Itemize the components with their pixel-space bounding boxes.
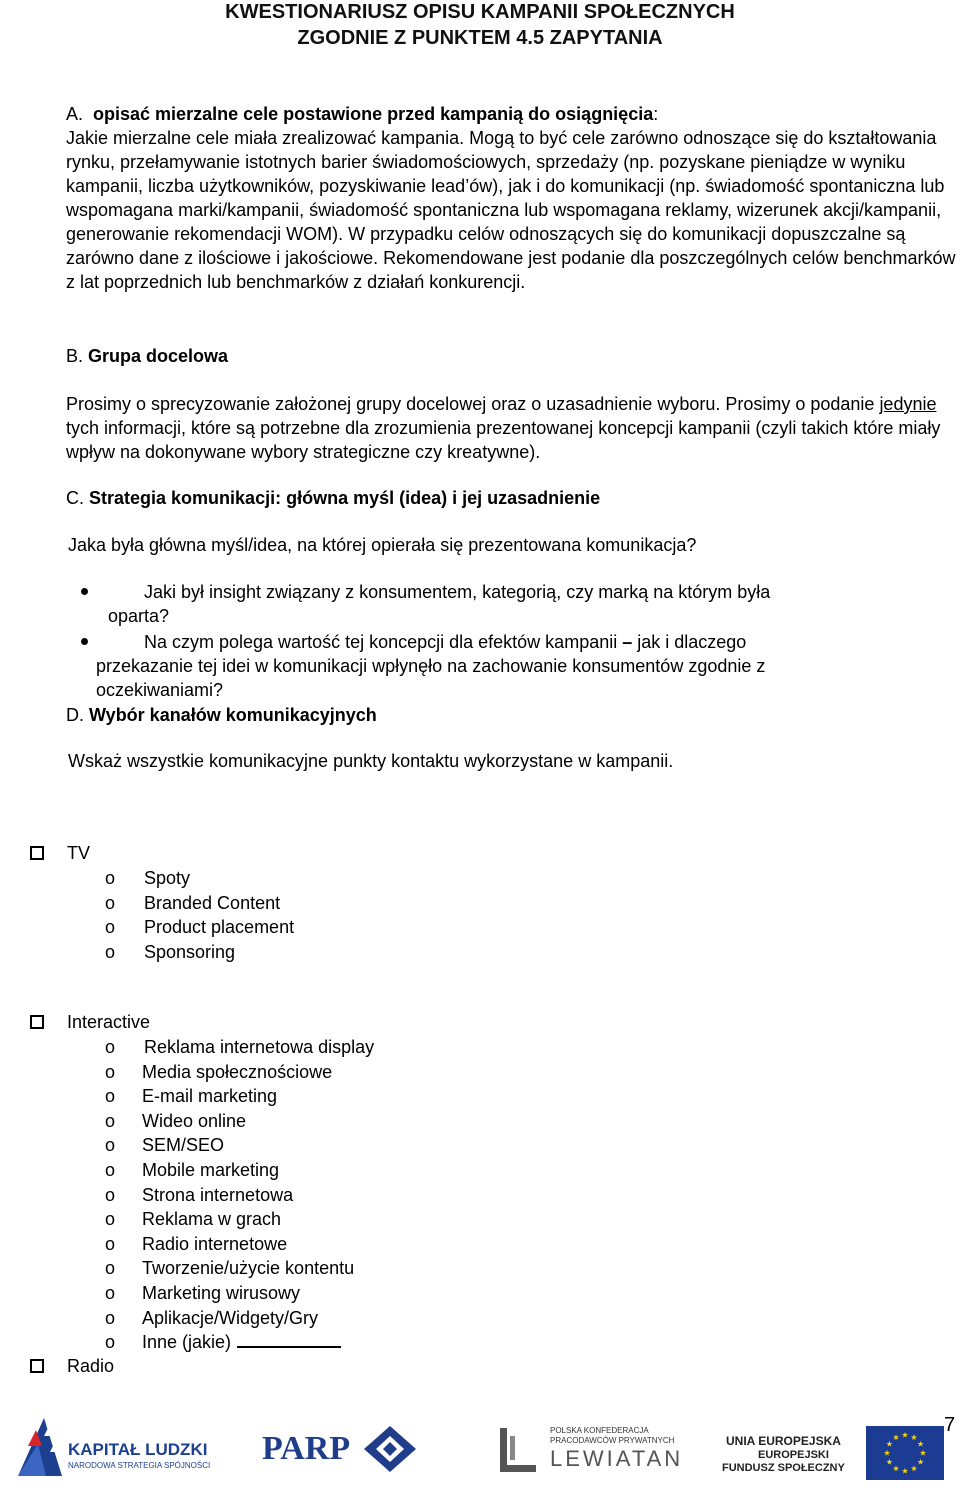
section-c-bullet2-dash: – (622, 632, 633, 652)
section-a (66, 102, 958, 294)
sub-item-marker: o (105, 892, 116, 913)
lewiatan-text: LEWIATAN (550, 1446, 684, 1471)
section-d-title: Wybór kanałów komunikacyjnych (89, 705, 377, 725)
eu-line3: FUNDUSZ SPOŁECZNY (722, 1462, 845, 1474)
parp-diamond-icon (358, 1424, 422, 1474)
section-d-heading (66, 703, 377, 727)
kapital-ludzki-emblem-icon (14, 1416, 66, 1480)
section-b-letter: B. (66, 346, 84, 366)
eu-logo (722, 1426, 956, 1484)
section-c-bullet2-line2: przekazanie tej idei w komunikacji wpłynęło na zachowanie konsumentów zgodnie z (96, 656, 766, 676)
document-title-line2: ZGODNIE Z PUNKTEM 4.5 ZAPYTANIA (297, 27, 663, 49)
interactive-item: Wideo online (142, 1110, 247, 1131)
interactive-item: E-mail marketing (142, 1086, 278, 1107)
section-c-bullet2-line3: oczekiwaniami? (96, 680, 224, 700)
interactive-item: Tworzenie/użycie kontentu (142, 1258, 355, 1279)
tv-checkbox[interactable] (30, 846, 44, 860)
sub-item-marker: o (105, 1258, 116, 1279)
section-d-body: Wskaż wszystkie komunikacyjne punkty kontaktu wykorzystane w kampanii. (68, 751, 674, 771)
tv-label: TV (67, 843, 91, 863)
section-b-body-part2: tych informacji, które są potrzebne dla zrozumienia prezentowanej koncepcji kampanii (czyli takich które miały wpływ na dokonywane wybory strategiczne czy kreatywne). (66, 418, 941, 462)
radio-checkbox[interactable] (30, 1359, 44, 1373)
section-c-bullet2-line1-b: jak i dlaczego (632, 632, 747, 652)
sub-item-marker: o (105, 1184, 116, 1205)
section-c-heading (66, 486, 958, 510)
lewiatan-logo (498, 1426, 684, 1478)
interactive-checkbox[interactable] (30, 1015, 44, 1029)
tv-item: Spoty (144, 868, 191, 888)
section-a-body: Jakie mierzalne cele miała zrealizować kampania. Mogą to być cele zarówno odnoszące się do kształtowania rynku, przełamywanie istotnych barier świadomościowych, sprzedaży (np. pozyskane pieniądze w wyniku kampanii, liczba użytkowników, pozyskiwanie lead’ów), jak i do komunikacji (np. świadomość spontaniczna lub wspomagana marki/kampanii, świadomość spontaniczna lub wspomagana reklamy, wizerunek akcji/kampanii, generowanie rekomendacji WOM). W przypadku celów odnoszących się do komunikacji dopuszczalne są zarówno dane z ilościowe i jakościowe. Rekomendowane jest podanie dla poszczególnych celów benchmarków z lat poprzednich lub benchmarków z działań konkurencji. (66, 128, 956, 292)
interactive-item: Strona internetowa (142, 1184, 294, 1205)
sub-item-marker: o (105, 1283, 116, 1303)
bullet-dot-icon (81, 638, 88, 645)
section-b-body (66, 392, 958, 464)
sub-item-marker: o (105, 868, 116, 888)
interactive-item: Radio internetowe (142, 1233, 288, 1254)
sub-item-marker: o (105, 1160, 116, 1180)
interactive-item: Reklama w grach (142, 1209, 282, 1230)
interactive-item: SEM/SEO (142, 1135, 225, 1156)
sub-item-marker: o (105, 1209, 116, 1230)
kl-subtitle: NARODOWA STRATEGIA SPÓJNOŚCI (68, 1461, 211, 1470)
section-c-question: Jaka była główna myśl/idea, na której opierała się prezentowana komunikacja? (68, 535, 697, 555)
section-c-letter: C. (66, 488, 84, 508)
eu-line1: UNIA EUROPEJSKA (726, 1434, 841, 1448)
sub-item-marker: o (105, 1086, 116, 1107)
section-a-heading (66, 102, 958, 126)
tv-item: Sponsoring (144, 942, 236, 963)
parp-text: PARP (262, 1430, 351, 1467)
tv-item: Product placement (144, 917, 295, 938)
section-b-body-part1: Prosimy o sprecyzowanie założonej grupy docelowej oraz o uzasadnienie wyboru. Prosimy o podanie (66, 394, 880, 414)
bullet-dot-icon (81, 588, 88, 595)
section-a-colon: : (653, 104, 659, 124)
interactive-item (142, 1330, 341, 1354)
section-c-bullet2-line1 (144, 630, 746, 654)
interactive-item: Mobile marketing (142, 1160, 280, 1180)
lewiatan-small2: PRACODAWCÓW PRYWATNYCH (550, 1436, 675, 1445)
section-c-title: Strategia komunikacji: główna myśl (idea) i jej uzasadnienie (89, 488, 601, 508)
eu-line2: EUROPEJSKI (758, 1449, 829, 1461)
page-number: 7 (944, 1414, 956, 1436)
section-c-bullet1-line1: Jaki był insight związany z konsumentem, kategorią, czy marką na którym była (144, 582, 771, 602)
interactive-item: Aplikacje/Widgety/Gry (142, 1307, 319, 1328)
interactive-item: Media społecznościowe (142, 1061, 333, 1082)
section-a-title: opisać mierzalne cele postawione przed kampanią do osiągnięcia (93, 104, 654, 124)
section-b-title: Grupa docelowa (88, 346, 229, 366)
other-blank-line[interactable] (237, 1330, 341, 1348)
kapital-ludzki-logo (14, 1416, 229, 1480)
radio-label: Radio (67, 1356, 115, 1376)
section-c-bullet1-line2: oparta? (108, 606, 170, 626)
lewiatan-emblem-icon (498, 1426, 538, 1478)
interactive-item: Reklama internetowa display (144, 1037, 375, 1057)
sub-item-marker: o (105, 1307, 116, 1328)
sub-item-marker: o (105, 942, 116, 963)
lewiatan-small1: POLSKA KONFEDERACJA (550, 1426, 649, 1435)
kl-title: KAPITAŁ LUDZKI (68, 1440, 208, 1459)
sub-item-marker: o (105, 1332, 116, 1353)
interactive-item-label: Inne (jakie) (142, 1332, 232, 1353)
sub-item-marker: o (105, 1135, 116, 1156)
section-a-letter: A. (66, 104, 84, 124)
section-b-heading (66, 344, 958, 368)
sub-item-marker: o (105, 1233, 116, 1254)
sub-item-marker: o (105, 1061, 116, 1082)
section-c-bullet2-line1-a: Na czym polega wartość tej koncepcji dla efektów kampanii (144, 632, 623, 652)
interactive-label: Interactive (67, 1012, 151, 1032)
sub-item-marker: o (105, 1037, 116, 1057)
eu-flag-icon (866, 1426, 944, 1480)
sub-item-marker: o (105, 917, 116, 938)
document-title-line1: KWESTIONARIUSZ OPISU KAMPANII SPOŁECZNYCH (225, 1, 735, 23)
tv-item: Branded Content (144, 892, 281, 913)
section-b-body-underlined: jedynie (879, 394, 937, 414)
interactive-item: Marketing wirusowy (142, 1283, 301, 1303)
section-d-letter: D. (66, 705, 84, 725)
sub-item-marker: o (105, 1110, 116, 1131)
parp-logo (262, 1424, 424, 1474)
